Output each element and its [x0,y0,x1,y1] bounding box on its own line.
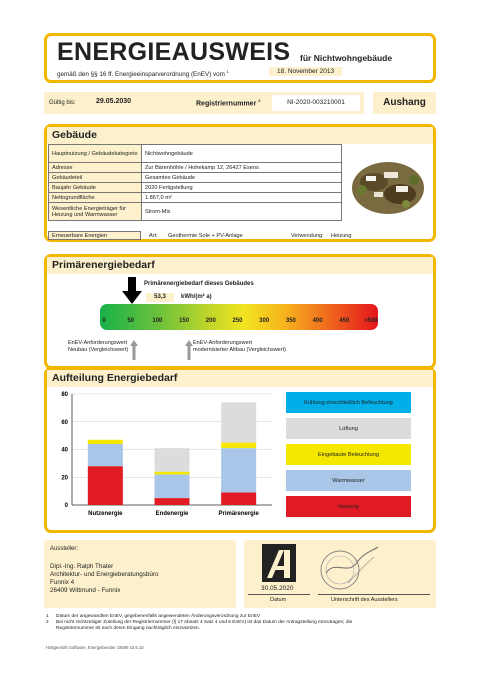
date-rule [248,594,310,595]
scale-tick-label: 50 [127,318,135,324]
bar-segment [155,472,190,475]
bar-segment [221,402,256,442]
row-value: Gesamtes Gebäude [142,173,342,183]
scale-tick-label: 400 [312,318,323,324]
validity-bar [44,92,364,114]
primary-title: Primärenergiebedarf [52,259,155,271]
row-label: Adresse [49,163,142,173]
footnote-2-cont: Registriernummer ist nach deren Eingang nachträglich einzusetzen. [56,626,200,632]
scale-tick-label: 100 [152,318,163,324]
issue-date: 30.05.2020 [261,585,294,592]
scale-tick-label: 300 [259,318,270,324]
header-panel [44,33,436,83]
registration-number: NI-2020-003210001 [272,95,360,111]
enev-basis-text: gemäß den §§ 16 ff. Energieeinsparverordnung (EnEV) vom [57,71,225,79]
usage-label: Verwendung: [291,233,324,239]
reference-old-line1: EnEV-Anforderungswert [193,340,253,346]
reference-label-old [193,340,286,354]
reference-new-line1: EnEV-Anforderungswert [68,340,128,346]
issuer-name: Dipl.-Ing. Ralph Thater [50,563,114,570]
bar-segment [155,498,190,505]
y-tick-label: 80 [61,392,68,398]
scale-tick-label: 0 [102,318,106,324]
aushang-label: Aushang [373,92,436,114]
building-title: Gebäude [52,129,97,141]
x-category-label: Endenergie [155,511,189,517]
legend-item: Heizung [286,496,411,517]
renewable-label: Erneuerbare Energien [48,231,141,240]
bar-segment [155,448,190,472]
building-table [48,144,342,221]
row-value: Zur Bärenhöhle / Hohekamp 12, 26427 Esens [142,163,342,173]
current-value-arrow [122,277,142,305]
reference-old-line2: modernisierter Altbau (Vergleichswert) [193,347,286,353]
software-note: Hottgenroth Software, Energieberater 18599 10.5.10 [46,645,144,650]
legend-item: Kühlung einschließlich Befeuchtung [286,392,411,413]
primary-value: 53,3 [146,293,174,302]
y-tick-label: 60 [61,419,68,426]
issuer-address [50,563,159,595]
row-value: 1.867,0 m² [142,193,342,203]
document-subtitle: für Nichtwohngebäude [300,53,393,63]
energy-split-chart [44,388,284,530]
usage-value: Heizung [331,233,352,239]
row-value: 2020 Fertigstellung [142,183,342,193]
legend-item: Eingebaute Beleuchtung [286,444,411,465]
primary-unit: kWh/(m² a) [181,294,212,300]
table-row [49,193,342,203]
footnote-2-text: Bei nicht rechtzeitiger Zuteilung der Registriernummer (§ 17 Absatz 4 Satz 4 und 5 EnEV) ist das Datum der Antragstellung einzutragen; die [56,620,353,626]
table-row [49,203,342,221]
reference-new-line2: Neubau (Vergleichswert) [68,347,129,353]
issuer-city: 26409 Wittmund - Funnix [50,587,121,594]
signature-label: Unterschrift des Ausstellers [331,597,398,603]
scale-tick-label: >500 [364,318,378,324]
stamp-seal-icon [318,543,380,593]
row-label: Baujahr Gebäude [49,183,142,193]
bar-segment [221,448,256,492]
y-tick-label: 0 [64,503,68,509]
bar-segment [88,440,123,444]
row-label: Gebäudeteil [49,173,142,183]
renewable-art-label: Art: [149,233,158,239]
x-category-label: Nutzenergie [88,511,123,517]
enev-basis [57,69,229,78]
document-title: ENERGIEAUSWEIS [57,38,291,66]
scale-tick-label: 250 [232,318,243,324]
scale-tick-label: 350 [285,318,296,324]
enev-date: 18. November 2013 [269,67,342,76]
row-label: Wesentliche Energieträger für Heizung und Warmwasser [49,203,142,221]
building-panel [44,124,436,242]
table-row [49,145,342,163]
enev-basis-sup: 1 [226,69,229,74]
row-label: Hauptnutzung / Gebäudekategorie [49,145,142,163]
issuer-street: Funnix 4 [50,579,75,586]
registration-label [196,98,260,107]
table-row [49,183,342,193]
issuer-label: Aussteller: [50,546,79,552]
legend-item: Warmwasser [286,470,411,491]
x-category-label: Primärenergie [218,511,259,517]
footnote-1-mark: 1 [46,614,49,619]
legend-item: Lüftung [286,418,411,439]
valid-label: Gültig bis: [49,100,76,106]
footnote-2-mark: 2 [46,620,49,626]
scale-tick-label: 450 [339,318,350,324]
issuer-company: Architektur- und Energieberatungsbüro [50,571,159,578]
table-row [49,163,342,173]
row-value: Nichtwohngebäude [142,145,342,163]
building-title-bar [47,127,433,144]
reference-arrow-new [130,340,138,360]
bar-segment [155,474,190,498]
y-tick-label: 20 [61,475,68,482]
table-row [49,173,342,183]
footnotes [46,614,436,633]
row-label: Nettogrundfläche [49,193,142,203]
y-tick-label: 40 [61,447,68,454]
bar-segment [221,443,256,449]
valid-date: 29.05.2030 [96,98,132,105]
bar-segment [221,493,256,505]
date-label: Datum [270,597,287,603]
issuer-logo [262,544,296,582]
scale-bar [100,304,378,330]
bar-segment [88,466,123,505]
split-title: Aufteilung Energiebedarf [52,372,178,384]
scale-tick-label: 200 [205,318,216,324]
bar-segment [88,444,123,466]
registration-label-text: Registriernummer [196,100,257,108]
row-value: Strom-Mix [142,203,342,221]
signature-rule [318,594,430,595]
issuer-box [44,540,236,608]
primary-caption: Primärenergiebedarf dieses Gebäudes [144,281,254,287]
registration-sup: 2 [258,98,261,103]
scale-tick-label: 150 [179,318,190,324]
building-photo [344,146,432,230]
renewable-art: Geothermie Sole + PV-Anlage [168,233,243,239]
reference-label-new [68,340,128,354]
footnote-1-text: Datum der angewandten EnEV, gegebenenfalls angewendeten Änderungsverordnung zur EnEV [56,614,261,619]
